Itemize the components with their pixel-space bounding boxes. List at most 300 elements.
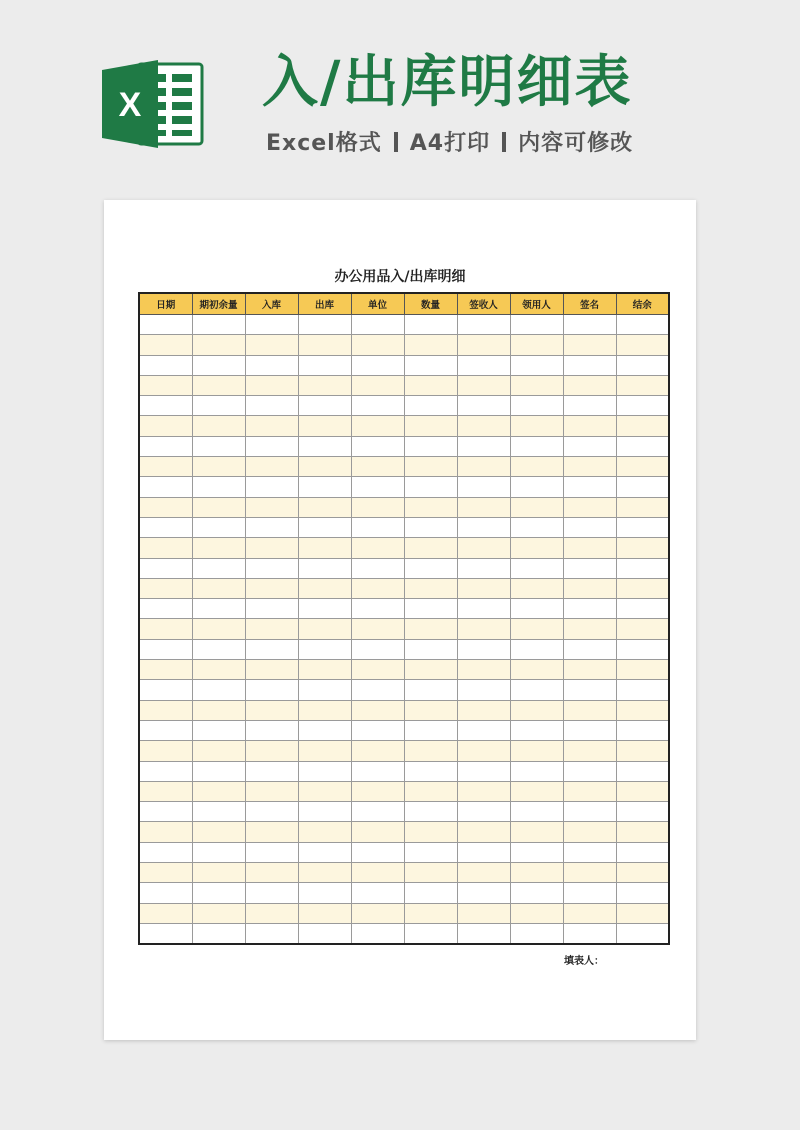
- table-cell[interactable]: [351, 355, 404, 375]
- table-cell[interactable]: [351, 416, 404, 436]
- table-cell[interactable]: [457, 355, 510, 375]
- table-cell[interactable]: [563, 477, 616, 497]
- table-cell[interactable]: [457, 538, 510, 558]
- table-cell[interactable]: [457, 842, 510, 862]
- table-cell[interactable]: [563, 761, 616, 781]
- table-cell[interactable]: [616, 700, 669, 720]
- table-cell[interactable]: [457, 416, 510, 436]
- table-cell[interactable]: [563, 355, 616, 375]
- table-cell[interactable]: [245, 822, 298, 842]
- table-cell[interactable]: [139, 660, 192, 680]
- table-cell[interactable]: [510, 355, 563, 375]
- table-cell[interactable]: [457, 639, 510, 659]
- table-cell[interactable]: [351, 660, 404, 680]
- table-cell[interactable]: [298, 578, 351, 598]
- table-cell[interactable]: [192, 923, 245, 944]
- table-cell[interactable]: [245, 781, 298, 801]
- table-cell[interactable]: [192, 619, 245, 639]
- table-cell[interactable]: [139, 457, 192, 477]
- table-cell[interactable]: [404, 538, 457, 558]
- table-cell[interactable]: [139, 802, 192, 822]
- table-cell[interactable]: [616, 538, 669, 558]
- table-cell[interactable]: [245, 416, 298, 436]
- table-cell[interactable]: [351, 822, 404, 842]
- table-cell[interactable]: [616, 599, 669, 619]
- table-cell[interactable]: [510, 517, 563, 537]
- table-cell[interactable]: [563, 335, 616, 355]
- table-cell[interactable]: [404, 517, 457, 537]
- table-cell[interactable]: [298, 396, 351, 416]
- table-cell[interactable]: [351, 375, 404, 395]
- table-cell[interactable]: [510, 436, 563, 456]
- table-cell[interactable]: [616, 802, 669, 822]
- table-cell[interactable]: [192, 396, 245, 416]
- table-cell[interactable]: [139, 497, 192, 517]
- table-cell[interactable]: [404, 599, 457, 619]
- table-cell[interactable]: [616, 315, 669, 335]
- table-cell[interactable]: [351, 477, 404, 497]
- table-cell[interactable]: [351, 497, 404, 517]
- table-cell[interactable]: [245, 578, 298, 598]
- table-cell[interactable]: [298, 660, 351, 680]
- table-cell[interactable]: [510, 538, 563, 558]
- table-cell[interactable]: [404, 558, 457, 578]
- table-cell[interactable]: [616, 822, 669, 842]
- table-cell[interactable]: [404, 842, 457, 862]
- table-cell[interactable]: [616, 517, 669, 537]
- table-cell[interactable]: [457, 436, 510, 456]
- table-cell[interactable]: [510, 863, 563, 883]
- table-cell[interactable]: [616, 457, 669, 477]
- table-cell[interactable]: [245, 903, 298, 923]
- table-cell[interactable]: [245, 538, 298, 558]
- table-cell[interactable]: [351, 335, 404, 355]
- table-cell[interactable]: [616, 842, 669, 862]
- table-cell[interactable]: [139, 416, 192, 436]
- table-cell[interactable]: [139, 680, 192, 700]
- table-cell[interactable]: [616, 883, 669, 903]
- table-cell[interactable]: [298, 416, 351, 436]
- table-cell[interactable]: [192, 863, 245, 883]
- table-cell[interactable]: [139, 639, 192, 659]
- table-cell[interactable]: [616, 355, 669, 375]
- table-cell[interactable]: [298, 903, 351, 923]
- table-cell[interactable]: [139, 355, 192, 375]
- table-cell[interactable]: [510, 619, 563, 639]
- table-cell[interactable]: [192, 375, 245, 395]
- table-cell[interactable]: [404, 660, 457, 680]
- table-cell[interactable]: [139, 720, 192, 740]
- table-cell[interactable]: [616, 720, 669, 740]
- table-cell[interactable]: [563, 396, 616, 416]
- table-cell[interactable]: [298, 639, 351, 659]
- table-cell[interactable]: [351, 639, 404, 659]
- table-cell[interactable]: [351, 517, 404, 537]
- table-cell[interactable]: [351, 680, 404, 700]
- table-cell[interactable]: [139, 315, 192, 335]
- table-cell[interactable]: [563, 599, 616, 619]
- table-cell[interactable]: [298, 355, 351, 375]
- table-cell[interactable]: [298, 700, 351, 720]
- table-cell[interactable]: [563, 457, 616, 477]
- table-cell[interactable]: [404, 355, 457, 375]
- table-cell[interactable]: [192, 315, 245, 335]
- table-cell[interactable]: [510, 923, 563, 944]
- table-cell[interactable]: [192, 355, 245, 375]
- table-cell[interactable]: [404, 720, 457, 740]
- table-cell[interactable]: [510, 700, 563, 720]
- table-cell[interactable]: [404, 822, 457, 842]
- table-cell[interactable]: [245, 619, 298, 639]
- table-cell[interactable]: [457, 781, 510, 801]
- table-cell[interactable]: [510, 416, 563, 436]
- table-cell[interactable]: [404, 863, 457, 883]
- table-cell[interactable]: [457, 335, 510, 355]
- table-cell[interactable]: [245, 517, 298, 537]
- table-cell[interactable]: [298, 599, 351, 619]
- table-cell[interactable]: [457, 375, 510, 395]
- table-cell[interactable]: [192, 781, 245, 801]
- table-cell[interactable]: [245, 761, 298, 781]
- table-cell[interactable]: [139, 599, 192, 619]
- table-cell[interactable]: [245, 842, 298, 862]
- table-cell[interactable]: [245, 355, 298, 375]
- table-cell[interactable]: [298, 619, 351, 639]
- table-cell[interactable]: [192, 903, 245, 923]
- table-cell[interactable]: [351, 923, 404, 944]
- table-cell[interactable]: [139, 558, 192, 578]
- table-cell[interactable]: [563, 558, 616, 578]
- table-cell[interactable]: [404, 335, 457, 355]
- table-cell[interactable]: [139, 700, 192, 720]
- table-cell[interactable]: [192, 457, 245, 477]
- table-cell[interactable]: [245, 639, 298, 659]
- table-cell[interactable]: [616, 619, 669, 639]
- table-cell[interactable]: [192, 761, 245, 781]
- table-cell[interactable]: [245, 558, 298, 578]
- table-cell[interactable]: [404, 883, 457, 903]
- table-cell[interactable]: [404, 781, 457, 801]
- table-cell[interactable]: [192, 842, 245, 862]
- table-cell[interactable]: [457, 802, 510, 822]
- table-cell[interactable]: [139, 863, 192, 883]
- table-cell[interactable]: [457, 619, 510, 639]
- table-cell[interactable]: [245, 457, 298, 477]
- table-cell[interactable]: [616, 639, 669, 659]
- table-cell[interactable]: [192, 558, 245, 578]
- table-cell[interactable]: [457, 599, 510, 619]
- table-cell[interactable]: [245, 477, 298, 497]
- table-cell[interactable]: [404, 436, 457, 456]
- table-cell[interactable]: [616, 761, 669, 781]
- table-cell[interactable]: [139, 781, 192, 801]
- table-cell[interactable]: [563, 619, 616, 639]
- table-cell[interactable]: [563, 923, 616, 944]
- table-cell[interactable]: [245, 315, 298, 335]
- table-cell[interactable]: [192, 741, 245, 761]
- table-cell[interactable]: [563, 416, 616, 436]
- table-cell[interactable]: [563, 680, 616, 700]
- table-cell[interactable]: [616, 741, 669, 761]
- table-cell[interactable]: [351, 741, 404, 761]
- table-cell[interactable]: [298, 680, 351, 700]
- table-cell[interactable]: [298, 761, 351, 781]
- table-cell[interactable]: [192, 416, 245, 436]
- table-cell[interactable]: [404, 741, 457, 761]
- table-cell[interactable]: [404, 680, 457, 700]
- table-cell[interactable]: [192, 883, 245, 903]
- table-cell[interactable]: [351, 578, 404, 598]
- table-cell[interactable]: [298, 720, 351, 740]
- table-cell[interactable]: [139, 436, 192, 456]
- table-cell[interactable]: [139, 578, 192, 598]
- table-cell[interactable]: [404, 903, 457, 923]
- table-cell[interactable]: [563, 802, 616, 822]
- table-cell[interactable]: [457, 457, 510, 477]
- table-cell[interactable]: [510, 903, 563, 923]
- table-cell[interactable]: [192, 639, 245, 659]
- table-cell[interactable]: [298, 883, 351, 903]
- table-cell[interactable]: [298, 781, 351, 801]
- table-cell[interactable]: [563, 781, 616, 801]
- table-cell[interactable]: [616, 416, 669, 436]
- table-cell[interactable]: [245, 497, 298, 517]
- table-cell[interactable]: [563, 578, 616, 598]
- table-cell[interactable]: [139, 619, 192, 639]
- table-cell[interactable]: [563, 822, 616, 842]
- table-cell[interactable]: [404, 416, 457, 436]
- table-cell[interactable]: [457, 477, 510, 497]
- table-cell[interactable]: [404, 578, 457, 598]
- table-cell[interactable]: [139, 396, 192, 416]
- table-cell[interactable]: [139, 903, 192, 923]
- table-cell[interactable]: [351, 903, 404, 923]
- table-cell[interactable]: [616, 863, 669, 883]
- table-cell[interactable]: [563, 660, 616, 680]
- table-cell[interactable]: [192, 436, 245, 456]
- table-cell[interactable]: [404, 619, 457, 639]
- table-cell[interactable]: [457, 660, 510, 680]
- table-cell[interactable]: [457, 761, 510, 781]
- table-cell[interactable]: [457, 903, 510, 923]
- table-cell[interactable]: [298, 315, 351, 335]
- table-cell[interactable]: [298, 375, 351, 395]
- table-cell[interactable]: [298, 517, 351, 537]
- table-cell[interactable]: [298, 741, 351, 761]
- table-cell[interactable]: [404, 375, 457, 395]
- table-cell[interactable]: [298, 436, 351, 456]
- table-cell[interactable]: [192, 802, 245, 822]
- table-cell[interactable]: [404, 639, 457, 659]
- table-cell[interactable]: [351, 781, 404, 801]
- table-cell[interactable]: [245, 660, 298, 680]
- table-cell[interactable]: [404, 457, 457, 477]
- table-cell[interactable]: [616, 375, 669, 395]
- table-cell[interactable]: [139, 761, 192, 781]
- table-cell[interactable]: [351, 599, 404, 619]
- table-cell[interactable]: [351, 842, 404, 862]
- table-cell[interactable]: [245, 680, 298, 700]
- table-cell[interactable]: [404, 315, 457, 335]
- table-cell[interactable]: [245, 396, 298, 416]
- table-cell[interactable]: [510, 822, 563, 842]
- table-cell[interactable]: [616, 335, 669, 355]
- table-cell[interactable]: [563, 639, 616, 659]
- table-cell[interactable]: [563, 436, 616, 456]
- table-cell[interactable]: [616, 923, 669, 944]
- table-cell[interactable]: [139, 822, 192, 842]
- table-cell[interactable]: [404, 802, 457, 822]
- table-cell[interactable]: [563, 883, 616, 903]
- table-cell[interactable]: [298, 538, 351, 558]
- table-cell[interactable]: [139, 538, 192, 558]
- table-cell[interactable]: [298, 335, 351, 355]
- table-cell[interactable]: [404, 477, 457, 497]
- table-cell[interactable]: [351, 700, 404, 720]
- table-cell[interactable]: [404, 396, 457, 416]
- table-cell[interactable]: [351, 436, 404, 456]
- table-cell[interactable]: [404, 497, 457, 517]
- table-cell[interactable]: [510, 396, 563, 416]
- table-cell[interactable]: [457, 822, 510, 842]
- table-cell[interactable]: [563, 720, 616, 740]
- table-cell[interactable]: [510, 883, 563, 903]
- table-cell[interactable]: [510, 741, 563, 761]
- table-cell[interactable]: [563, 375, 616, 395]
- table-cell[interactable]: [192, 578, 245, 598]
- table-cell[interactable]: [192, 680, 245, 700]
- table-cell[interactable]: [351, 883, 404, 903]
- table-cell[interactable]: [616, 781, 669, 801]
- table-cell[interactable]: [404, 923, 457, 944]
- table-cell[interactable]: [563, 517, 616, 537]
- table-cell[interactable]: [245, 923, 298, 944]
- table-cell[interactable]: [510, 680, 563, 700]
- table-cell[interactable]: [351, 761, 404, 781]
- table-cell[interactable]: [563, 700, 616, 720]
- table-cell[interactable]: [616, 660, 669, 680]
- table-cell[interactable]: [563, 497, 616, 517]
- table-cell[interactable]: [457, 315, 510, 335]
- table-cell[interactable]: [351, 457, 404, 477]
- table-cell[interactable]: [192, 599, 245, 619]
- table-cell[interactable]: [351, 802, 404, 822]
- table-cell[interactable]: [457, 517, 510, 537]
- table-cell[interactable]: [510, 457, 563, 477]
- table-cell[interactable]: [457, 741, 510, 761]
- table-cell[interactable]: [351, 315, 404, 335]
- table-cell[interactable]: [192, 477, 245, 497]
- table-cell[interactable]: [245, 863, 298, 883]
- table-cell[interactable]: [298, 477, 351, 497]
- table-cell[interactable]: [510, 558, 563, 578]
- table-cell[interactable]: [616, 477, 669, 497]
- table-cell[interactable]: [245, 883, 298, 903]
- table-cell[interactable]: [298, 497, 351, 517]
- table-cell[interactable]: [510, 842, 563, 862]
- table-cell[interactable]: [245, 700, 298, 720]
- table-cell[interactable]: [192, 497, 245, 517]
- table-cell[interactable]: [351, 558, 404, 578]
- table-cell[interactable]: [563, 842, 616, 862]
- table-cell[interactable]: [404, 700, 457, 720]
- table-cell[interactable]: [616, 558, 669, 578]
- table-cell[interactable]: [616, 578, 669, 598]
- table-cell[interactable]: [298, 822, 351, 842]
- table-cell[interactable]: [192, 720, 245, 740]
- table-cell[interactable]: [457, 497, 510, 517]
- table-cell[interactable]: [457, 578, 510, 598]
- table-cell[interactable]: [510, 375, 563, 395]
- table-cell[interactable]: [457, 923, 510, 944]
- table-cell[interactable]: [563, 903, 616, 923]
- table-cell[interactable]: [457, 863, 510, 883]
- table-cell[interactable]: [139, 883, 192, 903]
- table-cell[interactable]: [245, 335, 298, 355]
- table-cell[interactable]: [563, 863, 616, 883]
- table-cell[interactable]: [192, 335, 245, 355]
- table-cell[interactable]: [563, 538, 616, 558]
- table-cell[interactable]: [245, 599, 298, 619]
- table-cell[interactable]: [510, 477, 563, 497]
- table-cell[interactable]: [298, 863, 351, 883]
- table-cell[interactable]: [139, 335, 192, 355]
- table-cell[interactable]: [510, 578, 563, 598]
- table-cell[interactable]: [298, 457, 351, 477]
- table-cell[interactable]: [457, 558, 510, 578]
- table-cell[interactable]: [139, 517, 192, 537]
- table-cell[interactable]: [510, 720, 563, 740]
- table-cell[interactable]: [457, 396, 510, 416]
- table-cell[interactable]: [457, 700, 510, 720]
- table-cell[interactable]: [510, 599, 563, 619]
- table-cell[interactable]: [298, 558, 351, 578]
- table-cell[interactable]: [616, 903, 669, 923]
- table-cell[interactable]: [616, 680, 669, 700]
- table-cell[interactable]: [510, 497, 563, 517]
- table-cell[interactable]: [351, 720, 404, 740]
- table-cell[interactable]: [192, 538, 245, 558]
- table-cell[interactable]: [139, 842, 192, 862]
- table-cell[interactable]: [510, 335, 563, 355]
- table-cell[interactable]: [139, 477, 192, 497]
- table-cell[interactable]: [192, 660, 245, 680]
- table-cell[interactable]: [457, 720, 510, 740]
- table-cell[interactable]: [563, 315, 616, 335]
- table-cell[interactable]: [510, 660, 563, 680]
- table-cell[interactable]: [351, 538, 404, 558]
- table-cell[interactable]: [351, 863, 404, 883]
- table-cell[interactable]: [351, 396, 404, 416]
- table-cell[interactable]: [510, 781, 563, 801]
- table-cell[interactable]: [245, 436, 298, 456]
- table-cell[interactable]: [510, 761, 563, 781]
- table-cell[interactable]: [139, 923, 192, 944]
- table-cell[interactable]: [298, 842, 351, 862]
- table-cell[interactable]: [298, 923, 351, 944]
- table-cell[interactable]: [192, 517, 245, 537]
- table-cell[interactable]: [245, 720, 298, 740]
- table-cell[interactable]: [457, 883, 510, 903]
- table-cell[interactable]: [563, 741, 616, 761]
- table-cell[interactable]: [245, 802, 298, 822]
- table-cell[interactable]: [245, 741, 298, 761]
- table-cell[interactable]: [298, 802, 351, 822]
- table-cell[interactable]: [139, 741, 192, 761]
- table-cell[interactable]: [510, 315, 563, 335]
- table-cell[interactable]: [616, 497, 669, 517]
- table-cell[interactable]: [457, 680, 510, 700]
